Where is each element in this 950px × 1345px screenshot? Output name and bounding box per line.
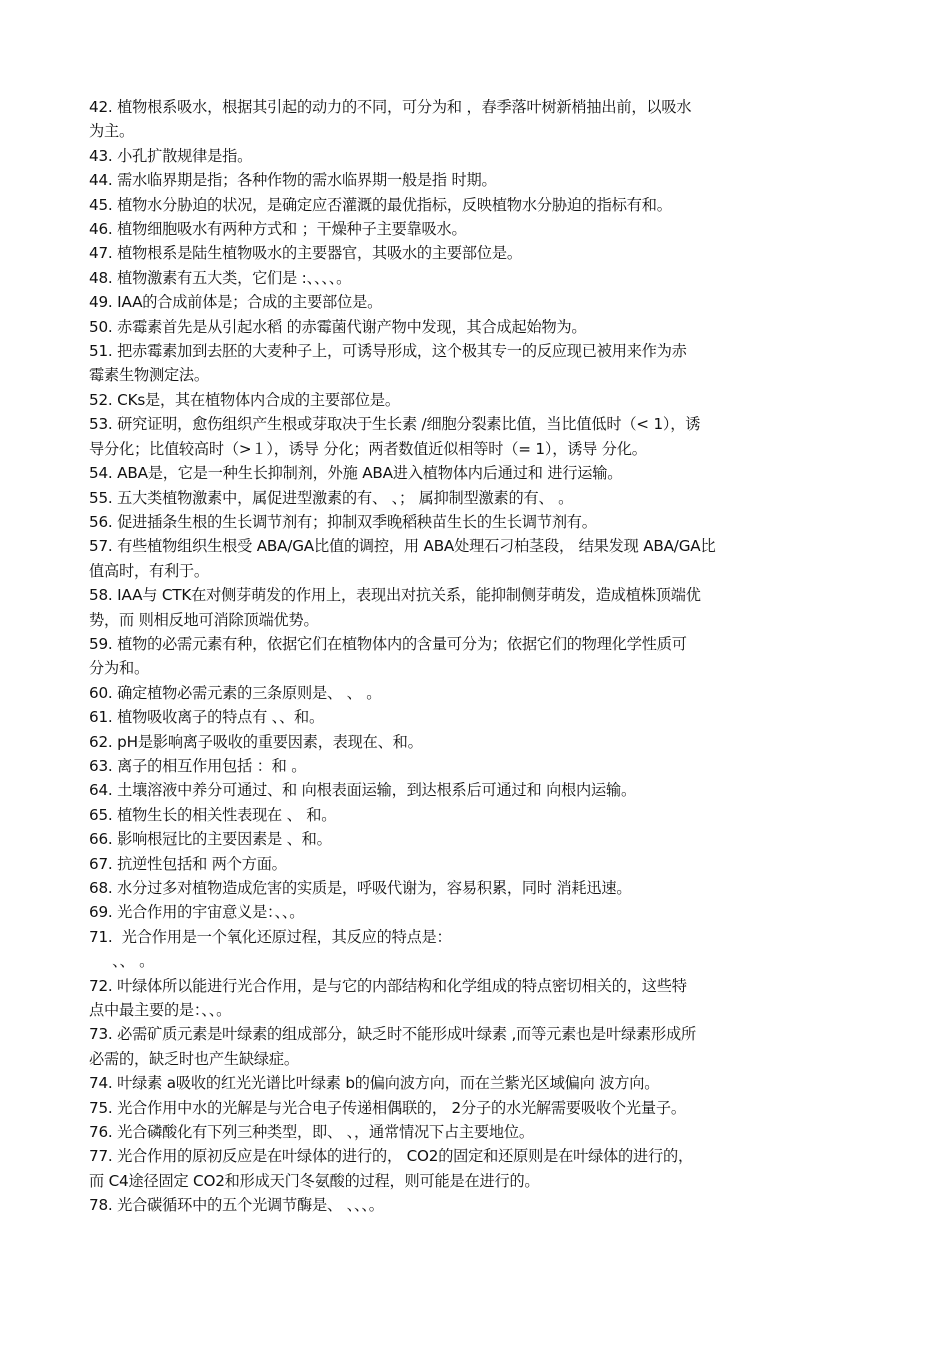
question-line: 64. 土壤溶液中养分可通过、和 向根表面运输，到达根系后可通过和 向根内运输。 bbox=[89, 781, 637, 800]
question-line: 、、 。 bbox=[89, 952, 155, 971]
question-line: 56. 促进插条生根的生长调节剂有；抑制双季晚稻秧苗生长的生长调节剂有。 bbox=[89, 512, 597, 531]
question-item bbox=[89, 412, 864, 461]
question-item bbox=[89, 1193, 864, 1217]
question-line: 59. 植物的必需元素有种，依据它们在植物体内的含量可分为；依据它们的物理化学性质可 bbox=[89, 634, 687, 653]
question-item bbox=[89, 1120, 864, 1144]
question-item bbox=[89, 339, 864, 388]
question-item bbox=[89, 241, 864, 265]
question-item bbox=[89, 778, 864, 802]
question-item bbox=[89, 1144, 864, 1193]
question-line: 72. 叶绿体所以能进行光合作用，是与它的内部结构和化学组成的特点密切相关的，这些特 bbox=[89, 976, 687, 995]
question-line: 71. 光合作用是一个氧化还原过程，其反应的特点是： bbox=[89, 927, 452, 946]
question-item bbox=[89, 632, 864, 681]
question-line: 分为和。 bbox=[89, 659, 149, 678]
question-line: 66. 影响根冠比的主要因素是 、和。 bbox=[89, 830, 332, 849]
question-line: 导分化；比值较高时（>１），诱导 分化；两者数值近似相等时（= 1），诱导 分化。 bbox=[89, 439, 647, 458]
question-item bbox=[89, 388, 864, 412]
question-line: 69. 光合作用的宇宙意义是：、、。 bbox=[89, 903, 305, 922]
question-line: 50. 赤霉素首先是从引起水稻 的赤霉菌代谢产物中发现，其合成起始物为。 bbox=[89, 317, 587, 336]
question-item bbox=[89, 1022, 864, 1071]
question-line: 73. 必需矿质元素是叶绿素的组成部分，缺乏时不能形成叶绿素 ,而等元素也是叶绿素形成所 bbox=[89, 1025, 696, 1044]
question-item bbox=[89, 461, 864, 485]
question-line: 53. 研究证明，愈伤组织产生根或芽取决于生长素 /细胞分裂素比值，当比值低时（< 1），诱 bbox=[89, 415, 701, 434]
question-item bbox=[89, 1071, 864, 1095]
question-line: 61. 植物吸收离子的特点有 、、和。 bbox=[89, 708, 325, 727]
question-line: 78. 光合碳循环中的五个光调节酶是、 、、、。 bbox=[89, 1196, 384, 1215]
question-line: 43. 小孔扩散规律是指。 bbox=[89, 146, 253, 165]
question-line: 46. 植物细胞吸水有两种方式和 ；干燥种子主要靠吸水。 bbox=[89, 220, 467, 239]
question-line: 点中最主要的是：、、。 bbox=[89, 1001, 232, 1020]
question-item bbox=[89, 876, 864, 900]
question-item bbox=[89, 754, 864, 778]
question-line: 49. IAA的合成前体是；合成的主要部位是。 bbox=[89, 293, 383, 312]
question-item bbox=[89, 583, 864, 632]
question-line: 48. 植物激素有五大类，它们是 :、、、、。 bbox=[89, 268, 352, 287]
question-item bbox=[89, 266, 864, 290]
question-line: 74. 叶绿素 a吸收的红光光谱比叶绿素 b的偏向波方向，而在兰紫光区域偏向 波方向。 bbox=[89, 1074, 660, 1093]
question-item bbox=[89, 486, 864, 510]
question-item bbox=[89, 900, 864, 924]
question-line: 51. 把赤霉素加到去胚的大麦种子上，可诱导形成，这个极其专一的反应现已被用来作为赤 bbox=[89, 342, 687, 361]
question-line: 63. 离子的相互作用包括 ：和 。 bbox=[89, 756, 307, 775]
question-line: 必需的，缺乏时也产生缺绿症。 bbox=[89, 1049, 299, 1068]
question-item bbox=[89, 534, 864, 583]
question-line: 68. 水分过多对植物造成危害的实质是，呼吸代谢为，容易积累，同时 消耗迅速。 bbox=[89, 879, 632, 897]
question-line: 42. 植物根系吸水，根据其引起的动力的不同，可分为和 ，春季落叶树新梢抽出前，以吸水 bbox=[89, 98, 692, 116]
question-line: 65. 植物生长的相关性表现在 、 和。 bbox=[89, 805, 337, 824]
question-line: 76. 光合磷酸化有下列三种类型，即、 、，通常情况下占主要地位。 bbox=[89, 1123, 534, 1142]
question-item bbox=[89, 144, 864, 168]
question-item bbox=[89, 168, 864, 192]
question-line: 势，而 则相反地可消除顶端优势。 bbox=[89, 610, 319, 629]
document-page bbox=[89, 95, 864, 1218]
question-line: 霉素生物测定法。 bbox=[89, 366, 209, 385]
question-item bbox=[89, 290, 864, 314]
question-item bbox=[89, 852, 864, 876]
question-item bbox=[89, 803, 864, 827]
question-line: 为主。 bbox=[89, 122, 134, 141]
question-item bbox=[89, 974, 864, 1023]
question-item bbox=[89, 315, 864, 339]
question-line: 而 C4途径固定 CO2和形成天门冬氨酸的过程，则可能是在进行的。 bbox=[89, 1171, 540, 1190]
question-line: 67. 抗逆性包括和 两个方面。 bbox=[89, 854, 287, 873]
question-line: 52. CKs是，其在植物体内合成的主要部位是。 bbox=[89, 390, 400, 409]
question-item bbox=[89, 925, 864, 974]
question-item bbox=[89, 827, 864, 851]
question-item bbox=[89, 730, 864, 754]
question-line: 47. 植物根系是陆生植物吸水的主要器官，其吸水的主要部位是。 bbox=[89, 244, 522, 263]
question-line: 60. 确定植物必需元素的三条原则是、 、 。 bbox=[89, 683, 382, 702]
question-line: 58. IAA与 CTK在对侧芽萌发的作用上，表现出对抗关系，能抑制侧芽萌发，造成植株顶端优 bbox=[89, 586, 701, 605]
question-line: 44. 需水临界期是指；各种作物的需水临界期一般是指 时期。 bbox=[89, 171, 497, 190]
question-item bbox=[89, 705, 864, 729]
question-item bbox=[89, 510, 864, 534]
question-line: 57. 有些植物组织生根受 ABA/GA比值的调控，用 ABA处理石刁柏茎段， 结果发现 ABA/GA比 bbox=[89, 537, 716, 556]
question-line: 62. pH是影响离子吸收的重要因素，表现在、和。 bbox=[89, 732, 423, 751]
question-line: 77. 光合作用的原初反应是在叶绿体的进行的， CO2的固定和还原则是在叶绿体的进行的， bbox=[89, 1147, 693, 1166]
question-line: 55. 五大类植物激素中，属促进型激素的有、 、； 属抑制型激素的有、 。 bbox=[89, 488, 574, 507]
question-line: 值高时，有利于。 bbox=[89, 561, 209, 580]
question-item bbox=[89, 681, 864, 705]
question-line: 45. 植物水分胁迫的状况，是确定应否灌溉的最优指标，反映植物水分胁迫的指标有和。 bbox=[89, 195, 672, 214]
question-item bbox=[89, 217, 864, 241]
question-item bbox=[89, 193, 864, 217]
question-item bbox=[89, 95, 864, 144]
question-item bbox=[89, 1096, 864, 1120]
question-line: 54. ABA是，它是一种生长抑制剂，外施 ABA进入植物体内后通过和 进行运输。 bbox=[89, 464, 623, 483]
question-line: 75. 光合作用中水的光解是与光合电子传递相偶联的， 2分子的水光解需要吸收个光量子。 bbox=[89, 1098, 686, 1117]
